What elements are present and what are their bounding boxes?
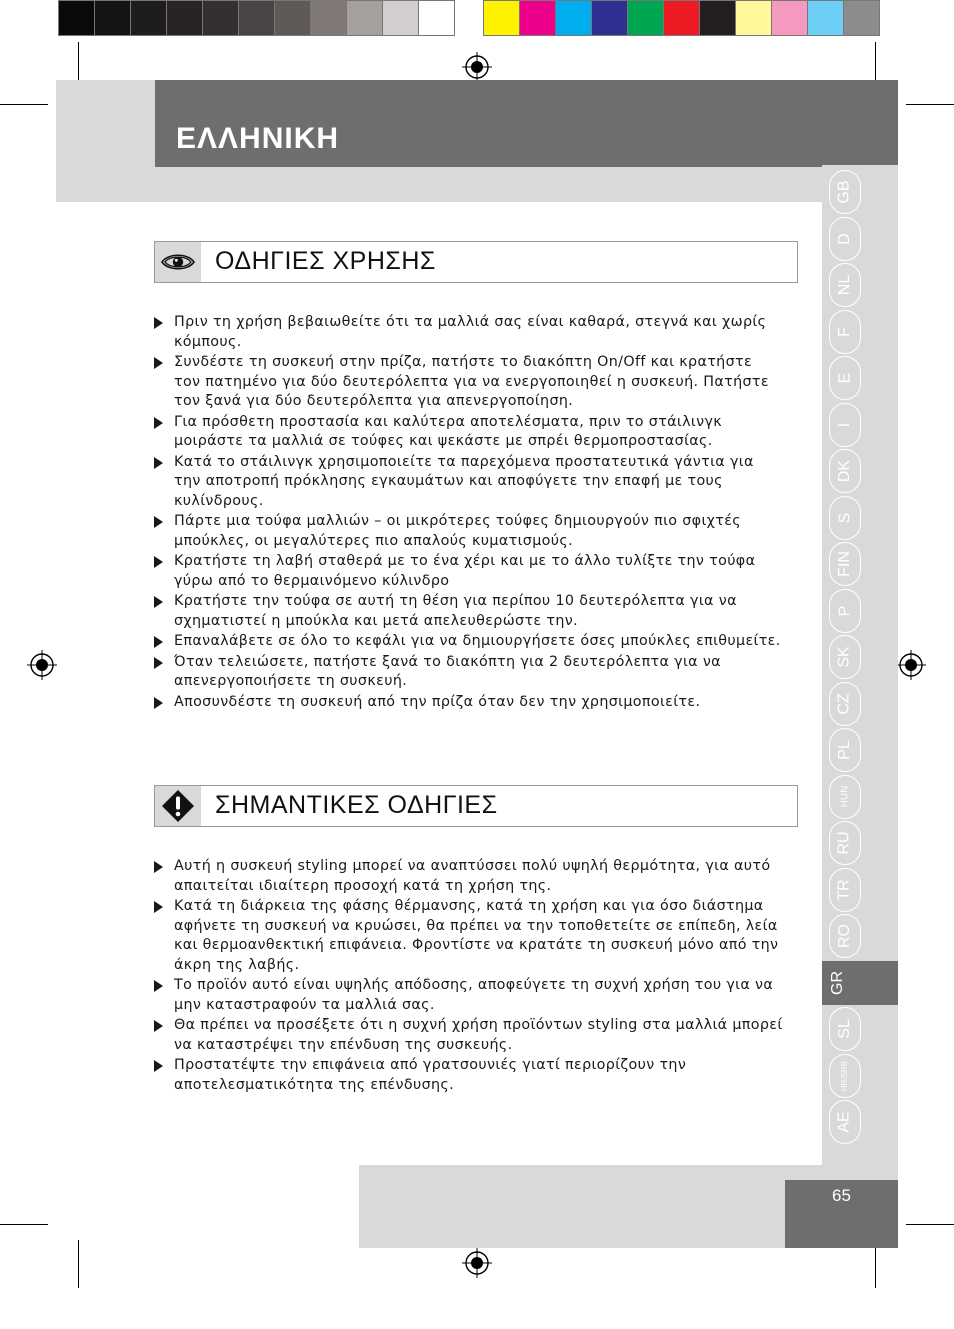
list-item <box>153 313 783 352</box>
list-item <box>153 897 783 975</box>
language-tab-hun[interactable] <box>829 775 861 819</box>
bullet-arrow-icon <box>154 901 163 913</box>
list-item-text: Όταν τελειώσετε, πατήστε ξανά το διακόπτη για 2 δευτερόλεπτα για να απενεργοποιήσετε τη συσκευή. <box>174 653 721 689</box>
bullet-arrow-icon <box>154 1020 163 1032</box>
list-item <box>153 857 783 896</box>
color-swatch <box>699 0 736 36</box>
crop-mark <box>78 1240 79 1288</box>
list-item-text: Θα πρέπει να προσέξετε ότι η συχνή χρήση προϊόντων styling στα μαλλιά μπορεί να καταστρέψει την επένδυση της συσκευής. <box>174 1017 783 1053</box>
color-swatch <box>843 0 880 36</box>
language-tab-label: D <box>836 232 853 245</box>
color-swatch <box>663 0 700 36</box>
language-tab-label: S <box>835 512 853 523</box>
list-item <box>153 693 783 713</box>
list-item <box>153 413 783 452</box>
page-number: 65 <box>832 1186 851 1205</box>
language-tab-label: HUN <box>839 785 851 808</box>
color-swatch <box>346 0 383 36</box>
language-tab-label: RO <box>836 924 853 948</box>
color-swatch <box>238 0 275 36</box>
language-tab-label: SL <box>835 1019 853 1039</box>
bullet-arrow-icon <box>154 697 163 709</box>
bullet-arrow-icon <box>154 657 163 669</box>
bullet-arrow-icon <box>154 1060 163 1072</box>
color-swatch <box>627 0 664 36</box>
color-swatch <box>94 0 131 36</box>
language-tab-s[interactable] <box>829 496 861 540</box>
color-swatch <box>771 0 808 36</box>
language-tab-d[interactable] <box>829 217 861 261</box>
list-item <box>153 453 783 512</box>
list-item-text: Συνδέστε τη συσκευή στην πρίζα, πατήστε το διακόπτη On/Off και κρατήστε τον πατημένο για δύο δευτερόλεπτα για να ενεργοποιηθεί η συσκευή. Πατήστε τον ξανά για δύο δευτερόλεπτα για απενεργοποίηση. <box>174 354 769 409</box>
language-tabs <box>829 170 863 1147</box>
language-tab-label: F <box>836 326 853 337</box>
language-tab-hr-srb[interactable] <box>829 1054 861 1098</box>
bullet-arrow-icon <box>154 516 163 528</box>
list-item <box>153 592 783 631</box>
usage-section-title: ΟΔΗΓΙΕΣ ΧΡΗΣΗΣ <box>215 247 436 275</box>
color-swatch <box>591 0 628 36</box>
color-swatch <box>58 0 95 36</box>
crop-mark <box>0 104 48 105</box>
language-tab-ro[interactable] <box>829 914 861 958</box>
list-item <box>153 353 783 412</box>
language-tab-e[interactable] <box>829 356 861 400</box>
list-item-text: Κρατήστε την τούφα σε αυτή τη θέση για περίπου 10 δευτερόλεπτα για να σχηματιστεί η μπούκλα και μετά απελευθερώστε την. <box>174 593 737 629</box>
color-bar-neutral <box>58 0 454 38</box>
list-item <box>153 1016 783 1055</box>
language-tab-gr[interactable] <box>822 961 898 1005</box>
language-tab-sk[interactable] <box>829 635 861 679</box>
crop-mark <box>906 104 954 105</box>
bullet-arrow-icon <box>154 417 163 429</box>
bullet-arrow-icon <box>154 317 163 329</box>
bullet-arrow-icon <box>154 556 163 568</box>
registration-mark-icon <box>27 650 57 680</box>
list-item-text: Για πρόσθετη προστασία και καλύτερα αποτελέσματα, πριν το στάιλινγκ μοιράστε τα μαλλιά σε τούφες και ψεκάστε με σπρέι θερμοπροστασίας. <box>174 413 723 449</box>
list-item-text: Αποσυνδέστε τη συσκευή από την πρίζα όταν δεν την χρησιμοποιείτε. <box>174 693 701 710</box>
language-tab-dk[interactable] <box>829 449 861 493</box>
language-tab-label: TR <box>835 878 853 901</box>
list-item-text: Προστατέψτε την επιφάνεια από γρατσουνιές γιατί περιορίζουν την αποτελεσματικότητα της επένδυσης. <box>174 1057 687 1093</box>
color-bar-process <box>483 0 879 38</box>
bullet-arrow-icon <box>154 861 163 873</box>
color-swatch <box>382 0 419 36</box>
language-tab-label: E <box>835 372 853 384</box>
warning-icon <box>161 789 195 823</box>
registration-mark-icon <box>462 1248 492 1278</box>
color-swatch <box>807 0 844 36</box>
page-title: ΕΛΛΗΝΙΚΗ <box>176 122 340 155</box>
language-tab-label: RU <box>835 831 853 855</box>
color-swatch <box>166 0 203 36</box>
usage-section-header <box>154 241 798 283</box>
registration-mark-icon <box>462 52 492 82</box>
color-swatch <box>483 0 520 36</box>
language-tab-label: P <box>835 605 853 616</box>
eye-icon <box>161 251 195 273</box>
list-item <box>153 1056 783 1095</box>
list-item <box>153 653 783 692</box>
list-item-text: Το προϊόν αυτό είναι υψηλής απόδοσης, αποφεύγετε τη συχνή χρήση του για να μην καταστραφούν τα μαλλιά σας. <box>174 977 774 1013</box>
list-item-text: Πάρτε μια τούφα μαλλιών – οι μικρότερες τούφες δημιουργούν πιο σφιχτές μπούκλες, οι μεγαλύτερες πιο απαλούς κυματισμούς. <box>174 513 742 549</box>
color-swatch <box>735 0 772 36</box>
list-item <box>153 976 783 1015</box>
bullet-arrow-icon <box>154 980 163 992</box>
language-tab-label: I <box>835 422 853 427</box>
color-swatch <box>274 0 311 36</box>
list-item-text: Κρατήστε τη λαβή σταθερά με το ένα χέρι και με το άλλο τυλίξτε την τούφα γύρω από το θερμαινόμενο κύλινδρο <box>174 553 756 589</box>
color-swatch <box>418 0 455 36</box>
color-swatch <box>519 0 556 36</box>
language-tab-nl[interactable] <box>829 263 861 307</box>
list-item-text: Κατά τη διάρκεια της φάσης θέρμανσης, κατά τη χρήση και για όσο διάστημα αφήνετε τη συσκευή να κρυώσει, θα πρέπει να την τοποθετείτε σε επίπεδη, λεία και θερμοανθεκτική επιφάνεια. Φροντίστε να κρατάτε τη συσκευή μόνο από την άκρη της λαβής. <box>174 898 779 973</box>
bullet-arrow-icon <box>154 596 163 608</box>
usage-instructions-list <box>153 313 783 713</box>
language-tab-f[interactable] <box>829 310 861 354</box>
list-item <box>153 632 783 652</box>
list-item-text: Αυτή η συσκευή styling μπορεί να αναπτύσσει πολύ υψηλή θερμότητα, για αυτό απαιτείται ιδιαίτερη προσοχή κατά τη χρήση της. <box>174 858 771 894</box>
crop-mark <box>0 1224 48 1225</box>
list-item <box>153 512 783 551</box>
list-item <box>153 552 783 591</box>
important-section-header <box>154 785 798 827</box>
color-swatch <box>202 0 239 36</box>
language-tab-label: FIN <box>836 551 853 577</box>
important-section-title: ΣΗΜΑΝΤΙΚΕΣ ΟΔΗΓΙΕΣ <box>215 791 498 819</box>
language-tab-label: PL <box>835 740 853 760</box>
language-tab-pl[interactable] <box>829 728 861 772</box>
language-tab-p[interactable] <box>829 589 861 633</box>
language-tab-ru[interactable] <box>829 821 861 865</box>
language-tab-label: SK <box>836 646 853 668</box>
bullet-arrow-icon <box>154 636 163 648</box>
important-instructions-list <box>153 857 783 1096</box>
language-tab-cz[interactable] <box>829 682 861 726</box>
language-tab-sl[interactable] <box>829 1007 861 1051</box>
language-tab-label: NL <box>835 274 853 296</box>
language-tab-label: AE <box>836 1111 853 1133</box>
color-swatch <box>130 0 167 36</box>
usage-icon-box <box>155 242 201 282</box>
list-item-text: Πριν τη χρήση βεβαιωθείτε ότι τα μαλλιά σας είναι καθαρά, στεγνά και χωρίς κόμπους. <box>174 314 767 350</box>
language-tab-label: GR <box>829 970 846 995</box>
list-item-text: Κατά το στάιλινγκ χρησιμοποιείτε τα παρεχόμενα προστατευτικά γάντια για την αποτροπή πρόκλησης εγκαυμάτων και αποφύγετε την επαφή με τους κυλίνδρους. <box>174 453 754 509</box>
important-icon-box <box>155 786 201 826</box>
registration-mark-icon <box>896 650 926 680</box>
language-tab-label: DK <box>835 459 853 483</box>
language-tab-label: CZ <box>835 692 853 715</box>
color-swatch <box>310 0 347 36</box>
language-tab-i[interactable] <box>829 403 861 447</box>
language-tab-tr[interactable] <box>829 868 861 912</box>
language-tab-gb[interactable] <box>829 170 861 214</box>
crop-mark <box>906 1224 954 1225</box>
language-tab-label: GB <box>836 180 853 204</box>
bullet-arrow-icon <box>154 357 163 369</box>
color-swatch <box>555 0 592 36</box>
language-tab-ae[interactable] <box>829 1100 861 1144</box>
bullet-arrow-icon <box>154 457 163 469</box>
list-item-text: Επαναλάβετε σε όλο το κεφάλι για να δημιουργήσετε όσες μπούκλες επιθυμείτε. <box>174 633 781 649</box>
language-tab-label: HR/SRB <box>840 1060 850 1091</box>
language-tab-fin[interactable] <box>829 542 861 586</box>
